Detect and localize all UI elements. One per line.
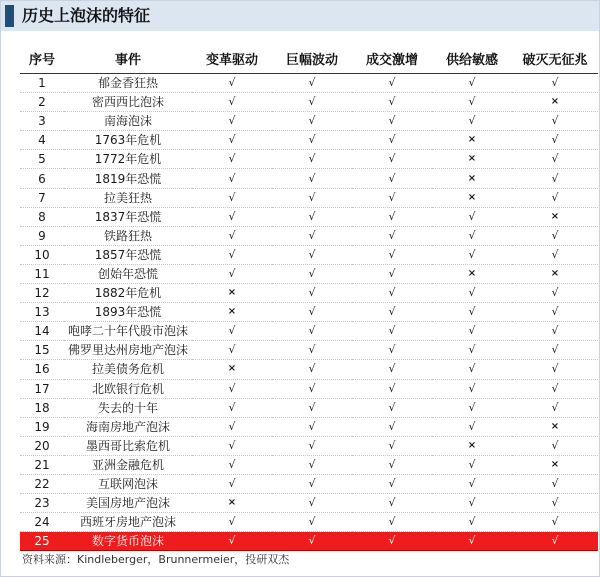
check-icon: √ — [512, 169, 598, 188]
check-icon: √ — [192, 207, 272, 226]
check-icon: √ — [192, 398, 272, 417]
event-name: 南海泡沫 — [64, 112, 192, 131]
page-title: 历史上泡沫的特征 — [22, 6, 151, 25]
row-number: 20 — [20, 436, 64, 455]
check-icon: √ — [272, 169, 352, 188]
check-icon: √ — [192, 264, 272, 283]
table-row — [20, 341, 598, 360]
table-row — [20, 93, 598, 112]
check-icon: √ — [352, 398, 432, 417]
check-icon: √ — [352, 322, 432, 341]
check-icon: √ — [512, 245, 598, 264]
check-icon: √ — [352, 474, 432, 493]
check-icon: √ — [192, 93, 272, 112]
check-icon: √ — [512, 188, 598, 207]
check-icon: √ — [192, 379, 272, 398]
row-number: 24 — [20, 513, 64, 532]
check-icon: √ — [352, 360, 432, 379]
check-icon: √ — [352, 169, 432, 188]
table-row — [20, 74, 598, 93]
check-icon: √ — [192, 74, 272, 93]
check-icon: √ — [432, 207, 512, 226]
check-icon: √ — [272, 245, 352, 264]
check-icon: √ — [512, 226, 598, 245]
check-icon: √ — [512, 379, 598, 398]
check-icon: √ — [512, 303, 598, 322]
cross-icon: × — [512, 207, 598, 226]
check-icon: √ — [432, 112, 512, 131]
check-icon: √ — [272, 494, 352, 513]
check-icon: √ — [352, 93, 432, 112]
cross-icon: × — [432, 169, 512, 188]
check-icon: √ — [192, 131, 272, 150]
row-number: 6 — [20, 169, 64, 188]
cross-icon: × — [192, 303, 272, 322]
check-icon: √ — [512, 131, 598, 150]
check-icon: √ — [432, 303, 512, 322]
event-name: 失去的十年 — [64, 398, 192, 417]
check-icon: √ — [352, 74, 432, 93]
row-number: 19 — [20, 417, 64, 436]
cross-icon: × — [432, 264, 512, 283]
check-icon: √ — [432, 474, 512, 493]
check-icon: √ — [432, 226, 512, 245]
check-icon: √ — [352, 436, 432, 455]
check-icon: √ — [432, 93, 512, 112]
event-name: 密西西比泡沫 — [64, 93, 192, 112]
check-icon: √ — [192, 513, 272, 532]
check-icon: √ — [352, 207, 432, 226]
check-icon: √ — [432, 455, 512, 474]
row-number: 7 — [20, 188, 64, 207]
check-icon: √ — [352, 150, 432, 169]
table-row — [20, 494, 598, 513]
event-name: 1772年危机 — [64, 150, 192, 169]
check-icon: √ — [512, 474, 598, 493]
check-icon: √ — [432, 322, 512, 341]
table-row — [20, 226, 598, 245]
header-supply: 供给敏感 — [432, 43, 512, 74]
event-name: 1893年恐慌 — [64, 303, 192, 322]
table-row — [20, 188, 598, 207]
row-number: 21 — [20, 455, 64, 474]
check-icon: √ — [432, 417, 512, 436]
check-icon: √ — [272, 264, 352, 283]
cross-icon: × — [432, 436, 512, 455]
check-icon: √ — [272, 150, 352, 169]
cross-icon: × — [512, 264, 598, 283]
event-name: 佛罗里达州房地产泡沫 — [64, 341, 192, 360]
cross-icon: × — [512, 93, 598, 112]
row-number: 25 — [20, 532, 64, 551]
check-icon: √ — [352, 379, 432, 398]
check-icon: √ — [352, 341, 432, 360]
check-icon: √ — [352, 513, 432, 532]
check-icon: √ — [192, 474, 272, 493]
check-icon: √ — [272, 436, 352, 455]
check-icon: √ — [432, 494, 512, 513]
check-icon: √ — [512, 494, 598, 513]
check-icon: √ — [272, 226, 352, 245]
table-row — [20, 513, 598, 532]
table-row — [20, 131, 598, 150]
check-icon: √ — [272, 379, 352, 398]
row-number: 16 — [20, 360, 64, 379]
check-icon: √ — [272, 398, 352, 417]
title-accent-bar — [5, 5, 14, 27]
check-icon: √ — [432, 360, 512, 379]
check-icon: √ — [272, 74, 352, 93]
table-row — [20, 264, 598, 283]
row-number: 2 — [20, 93, 64, 112]
table-row — [20, 379, 598, 398]
header-no: 序号 — [20, 43, 64, 74]
check-icon: √ — [512, 341, 598, 360]
check-icon: √ — [432, 341, 512, 360]
row-number: 9 — [20, 226, 64, 245]
check-icon: √ — [192, 188, 272, 207]
row-number: 11 — [20, 264, 64, 283]
row-number: 1 — [20, 74, 64, 93]
check-icon: √ — [192, 341, 272, 360]
check-icon: √ — [192, 169, 272, 188]
row-number: 15 — [20, 341, 64, 360]
row-number: 5 — [20, 150, 64, 169]
table-row — [20, 245, 598, 264]
check-icon: √ — [432, 74, 512, 93]
check-icon: √ — [512, 532, 598, 551]
event-name: 拉美狂热 — [64, 188, 192, 207]
check-icon: √ — [192, 532, 272, 551]
check-icon: √ — [512, 150, 598, 169]
title-bar — [1, 1, 599, 31]
header-volatility: 巨幅波动 — [272, 43, 352, 74]
header-row — [20, 43, 598, 74]
check-icon: √ — [192, 245, 272, 264]
check-icon: √ — [352, 303, 432, 322]
table-row — [20, 532, 598, 551]
source-note: 资料来源：Kindleberger，Brunnermeier，投研双杰 — [22, 553, 290, 566]
check-icon: √ — [192, 322, 272, 341]
check-icon: √ — [512, 284, 598, 303]
event-name: 美国房地产泡沫 — [64, 494, 192, 513]
event-name: 1763年危机 — [64, 131, 192, 150]
row-number: 10 — [20, 245, 64, 264]
check-icon: √ — [512, 436, 598, 455]
check-icon: √ — [272, 112, 352, 131]
table-row — [20, 417, 598, 436]
check-icon: √ — [352, 131, 432, 150]
check-icon: √ — [512, 322, 598, 341]
check-icon: √ — [352, 264, 432, 283]
check-icon: √ — [432, 532, 512, 551]
check-icon: √ — [512, 513, 598, 532]
table-row — [20, 455, 598, 474]
check-icon: √ — [272, 417, 352, 436]
table-row — [20, 112, 598, 131]
event-name: 铁路狂热 — [64, 226, 192, 245]
row-number: 12 — [20, 284, 64, 303]
event-name: 亚洲金融危机 — [64, 455, 192, 474]
event-name: 海南房地产泡沫 — [64, 417, 192, 436]
check-icon: √ — [192, 455, 272, 474]
check-icon: √ — [272, 532, 352, 551]
event-name: 1837年恐慌 — [64, 207, 192, 226]
event-name: 西班牙房地产泡沫 — [64, 513, 192, 532]
row-number: 8 — [20, 207, 64, 226]
header-collapse: 破灭无征兆 — [512, 43, 598, 74]
row-number: 13 — [20, 303, 64, 322]
table-row — [20, 303, 598, 322]
check-icon: √ — [272, 341, 352, 360]
row-number: 18 — [20, 398, 64, 417]
cross-icon: × — [512, 455, 598, 474]
check-icon: √ — [432, 284, 512, 303]
check-icon: √ — [352, 532, 432, 551]
row-number: 17 — [20, 379, 64, 398]
check-icon: √ — [192, 436, 272, 455]
check-icon: √ — [432, 398, 512, 417]
check-icon: √ — [192, 226, 272, 245]
header-volume: 成交激增 — [352, 43, 432, 74]
event-name: 郁金香狂热 — [64, 74, 192, 93]
row-number: 22 — [20, 474, 64, 493]
check-icon: √ — [272, 131, 352, 150]
event-name: 1819年恐慌 — [64, 169, 192, 188]
check-icon: √ — [272, 322, 352, 341]
table-row — [20, 322, 598, 341]
check-icon: √ — [272, 474, 352, 493]
bubble-characteristics-table — [20, 43, 598, 551]
check-icon: √ — [352, 494, 432, 513]
check-icon: √ — [352, 417, 432, 436]
check-icon: √ — [352, 245, 432, 264]
check-icon: √ — [272, 455, 352, 474]
check-icon: √ — [272, 284, 352, 303]
table-row — [20, 150, 598, 169]
table-row — [20, 207, 598, 226]
check-icon: √ — [272, 360, 352, 379]
header-transformation: 变革驱动 — [192, 43, 272, 74]
check-icon: √ — [512, 398, 598, 417]
table-row — [20, 169, 598, 188]
check-icon: √ — [272, 513, 352, 532]
event-name: 咆哮二十年代股市泡沫 — [64, 322, 192, 341]
check-icon: √ — [272, 188, 352, 207]
row-number: 14 — [20, 322, 64, 341]
table-row — [20, 474, 598, 493]
check-icon: √ — [432, 513, 512, 532]
check-icon: √ — [352, 455, 432, 474]
cross-icon: × — [192, 360, 272, 379]
table-row — [20, 360, 598, 379]
check-icon: √ — [432, 379, 512, 398]
check-icon: √ — [512, 112, 598, 131]
event-name: 墨西哥比索危机 — [64, 436, 192, 455]
check-icon: √ — [352, 188, 432, 207]
table-row — [20, 398, 598, 417]
check-icon: √ — [192, 150, 272, 169]
cross-icon: × — [192, 284, 272, 303]
table-row — [20, 284, 598, 303]
event-name: 1882年危机 — [64, 284, 192, 303]
event-name: 北欧银行危机 — [64, 379, 192, 398]
header-event: 事件 — [64, 43, 192, 74]
row-number: 4 — [20, 131, 64, 150]
row-number: 3 — [20, 112, 64, 131]
check-icon: √ — [272, 93, 352, 112]
event-name: 1857年恐慌 — [64, 245, 192, 264]
check-icon: √ — [512, 74, 598, 93]
check-icon: √ — [272, 207, 352, 226]
event-name: 互联网泡沫 — [64, 474, 192, 493]
event-name: 拉美债务危机 — [64, 360, 192, 379]
check-icon: √ — [272, 303, 352, 322]
check-icon: √ — [352, 284, 432, 303]
cross-icon: × — [512, 417, 598, 436]
cross-icon: × — [192, 494, 272, 513]
check-icon: √ — [192, 112, 272, 131]
check-icon: √ — [352, 226, 432, 245]
check-icon: √ — [352, 112, 432, 131]
cross-icon: × — [432, 188, 512, 207]
cross-icon: × — [432, 150, 512, 169]
event-name: 数字货币泡沫 — [64, 532, 192, 551]
check-icon: √ — [512, 360, 598, 379]
table-body — [20, 74, 598, 551]
cross-icon: × — [432, 131, 512, 150]
row-number: 23 — [20, 494, 64, 513]
table-row — [20, 436, 598, 455]
event-name: 创始年恐慌 — [64, 264, 192, 283]
check-icon: √ — [432, 245, 512, 264]
check-icon: √ — [192, 417, 272, 436]
